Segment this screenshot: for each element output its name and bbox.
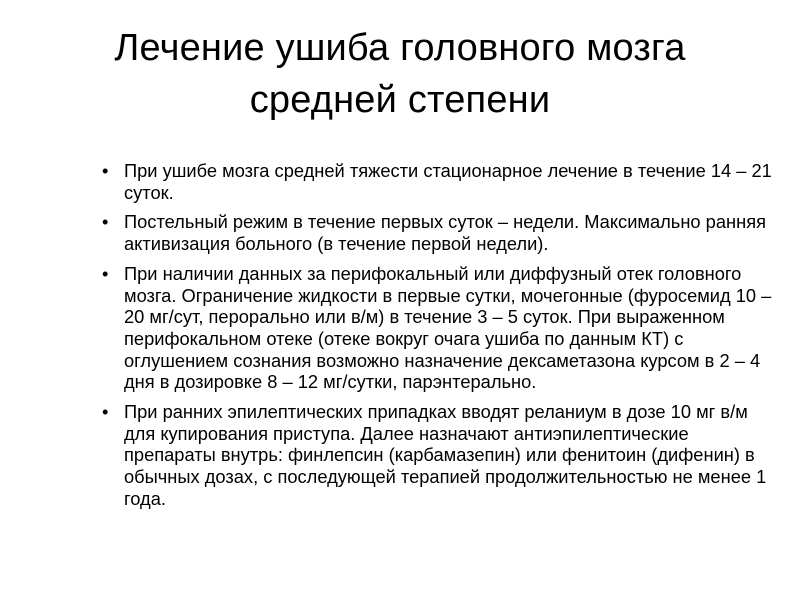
bullet-list xyxy=(102,160,772,518)
bullet-item-bed-rest: • Постельный режим в течение первых суток – недели. Максимально ранняя активизация больного (в течение первой недели). xyxy=(102,211,772,254)
slide-title-line-2: средней степени xyxy=(249,79,551,121)
slide-title xyxy=(40,22,760,126)
slide-title-line-1: Лечение ушиба головного мозга xyxy=(114,27,686,69)
bullet-item-inpatient-treatment: • При ушибе мозга средней тяжести стационарное лечение в течение 14 – 21 суток. xyxy=(102,160,772,203)
bullet-item-edema-treatment: • При наличии данных за перифокальный или диффузный отек головного мозга. Ограничение жидкости в первые сутки, мочегонные (фуросемид 10 – 20 мг/сут, перорально или в/м) в течение 3 – 5 суток. При выраженном перифокальном отеке (отеке вокруг очага ушиба по данным КТ) с оглушением сознания возможно назначение дексаметазона курсом в 2 – 4 дня в дозировке 8 – 12 мг/сутки, парэнтерально. xyxy=(102,263,772,393)
bullet-item-epileptic-seizures: • При ранних эпилептических припадках вводят реланиум в дозе 10 мг в/м для купирования приступа. Далее назначают антиэпилептические препараты внутрь: финлепсин (карбамазепин) или фенитоин (дифенин) в обычных дозах, с последующей терапией продолжительностью не менее 1 года. xyxy=(102,401,772,510)
